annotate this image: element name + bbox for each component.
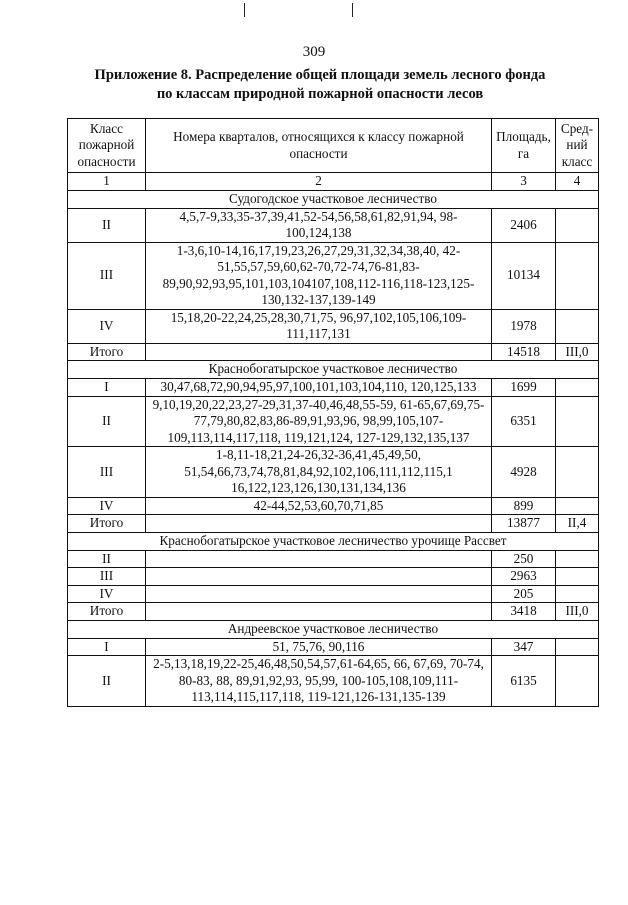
cell-area: 6351 [492,396,556,447]
cell-class: I [68,379,146,397]
cell-class: I [68,638,146,656]
table-header-row [68,119,599,173]
cell-class: IV [68,497,146,515]
cell-avg-class [556,638,599,656]
cell-area: 899 [492,497,556,515]
header-avg-class: Сред-ний класс [556,119,599,173]
cell-area: 10134 [492,242,556,309]
cell-quarters: 1-8,11-18,21,24-26,32-36,41,45,49,50, 51,54,66,73,74,78,81,84,92,102,106,111,112,115,1 16,122,123,126,130,131,134,136 [146,447,492,498]
cell-class: III [68,447,146,498]
column-number: 1 [68,173,146,191]
cell-area: 250 [492,550,556,568]
table-row [68,568,599,586]
cell-quarters: 9,10,19,20,22,23,27-29,31,37-40,46,48,55-59, 61-65,67,69,75-77,79,80,82,83,86-89,91,93,96, 98,99,105,107-109,113,114,117,118, 119,121,124, 127-129,132,135,137 [146,396,492,447]
cell-area: 6135 [492,656,556,707]
cell-quarters: 2-5,13,18,19,22-25,46,48,50,54,57,61-64,65, 66, 67,69, 70-74, 80-83, 88, 89,91,92,93, 95,99, 100-105,108,109,111-113,114,115,117,118, 119-121,126-131,135-139 [146,656,492,707]
cell-quarters [146,585,492,603]
total-avg-class: III,0 [556,343,599,361]
cell-quarters [146,343,492,361]
cell-class: II [68,396,146,447]
title-line-2: по классам природной пожарной опасности лесов [156,86,484,102]
table-body [68,190,599,706]
cell-quarters: 51, 75,76, 90,116 [146,638,492,656]
total-row [68,343,599,361]
cell-class: III [68,568,146,586]
table-row [68,550,599,568]
cell-area: 205 [492,585,556,603]
column-number: 3 [492,173,556,191]
table-row [68,497,599,515]
cell-quarters: 15,18,20-22,24,25,28,30,71,75, 96,97,102,105,106,109-111,117,131 [146,309,492,343]
fire-class-table [67,118,599,707]
total-label: Итого [68,515,146,533]
cell-quarters [146,603,492,621]
page-title [40,66,600,104]
cell-area: 2406 [492,208,556,242]
cell-quarters: 30,47,68,72,90,94,95,97,100,101,103,104,110, 120,125,133 [146,379,492,397]
table-row [68,379,599,397]
header-quarters: Номера кварталов, относящихся к классу пожарной опасности [146,119,492,173]
column-number: 2 [146,173,492,191]
total-label: Итого [68,603,146,621]
table-row [68,242,599,309]
total-area: 14518 [492,343,556,361]
cell-quarters [146,568,492,586]
table-row [68,208,599,242]
table-row [68,656,599,707]
scan-mark-right [352,3,353,17]
total-avg-class: II,4 [556,515,599,533]
cell-avg-class [556,497,599,515]
header-area: Площадь, га [492,119,556,173]
total-label: Итого [68,343,146,361]
cell-avg-class [556,208,599,242]
cell-avg-class [556,656,599,707]
table-row [68,396,599,447]
section-title: Краснобогатырское участковое лесничество урочище Рассвет [68,532,599,550]
cell-area: 1978 [492,309,556,343]
cell-quarters [146,515,492,533]
section-row [68,620,599,638]
cell-avg-class [556,568,599,586]
section-row [68,190,599,208]
total-row [68,603,599,621]
table-row [68,309,599,343]
cell-avg-class [556,309,599,343]
title-line-1: Приложение 8. Распределение общей площади земель лесного фонда [94,67,546,83]
cell-avg-class [556,550,599,568]
cell-class: III [68,242,146,309]
section-row [68,532,599,550]
cell-area: 4928 [492,447,556,498]
cell-class: II [68,550,146,568]
cell-avg-class [556,396,599,447]
cell-avg-class [556,447,599,498]
cell-area: 347 [492,638,556,656]
total-area: 13877 [492,515,556,533]
cell-class: IV [68,585,146,603]
table-row [68,447,599,498]
total-row [68,515,599,533]
scan-mark-left [244,3,245,17]
cell-area: 2963 [492,568,556,586]
section-title: Краснобогатырское участковое лесничество [68,361,599,379]
total-area: 3418 [492,603,556,621]
section-row [68,361,599,379]
section-title: Андреевское участковое лесничество [68,620,599,638]
cell-quarters: 42-44,52,53,60,70,71,85 [146,497,492,515]
cell-quarters: 1-3,6,10-14,16,17,19,23,26,27,29,31,32,34,38,40, 42-51,55,57,59,60,62-70,72-74,76-81,83-89,90,92,93,95,101,103,104107,108,112-116,118-123,125-130,132-137,139-149 [146,242,492,309]
cell-class: II [68,208,146,242]
cell-area: 1699 [492,379,556,397]
cell-quarters: 4,5,7-9,33,35-37,39,41,52-54,56,58,61,82,91,94, 98-100,124,138 [146,208,492,242]
cell-avg-class [556,379,599,397]
cell-quarters [146,550,492,568]
header-class: Класс пожарной опасности [68,119,146,173]
section-title: Судогодское участковое лесничество [68,190,599,208]
cell-class: IV [68,309,146,343]
table-row [68,585,599,603]
cell-avg-class [556,585,599,603]
column-number-row [68,173,599,191]
total-avg-class: III,0 [556,603,599,621]
page-number: 309 [302,44,326,60]
cell-class: II [68,656,146,707]
column-number: 4 [556,173,599,191]
table-row [68,638,599,656]
cell-avg-class [556,242,599,309]
